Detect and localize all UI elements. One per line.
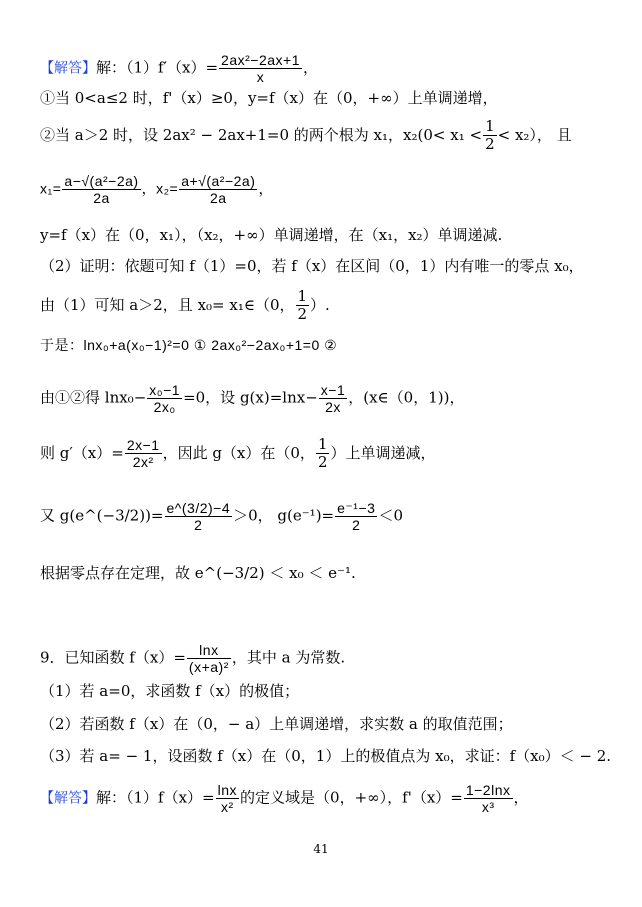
fraction: $\frac{\ln x}{\text{x²}}$	[217, 782, 238, 816]
problem-9-answer-line: 【解答】解：（1）f（x）= $\frac{\ln x}{\text{x²}}$ 的定义域是（0，+∞），f'（x）= $\frac{1-2\ln x}{\text{x³}}$ ，	[40, 782, 529, 816]
problem-9-part2: （2）若函数 f（x）在（0，− a）上单调递增，求实数 a 的取值范围；	[40, 715, 513, 733]
problem-9-part3: （3）若 a= − 1，设函数 f（x）在（0，1）上的极值点为 x₀，求证：f（x₀）＜ − 2.	[40, 747, 612, 765]
answer-tag: 【解答】	[40, 790, 96, 807]
answer-tag: 【解答】	[40, 60, 96, 77]
text: 解：（1）f′（x）=	[96, 58, 219, 77]
fraction: $\frac{1-2\ln x}{\text{x³}}$	[465, 782, 511, 816]
fraction: $\frac{\text{2ax²−2ax+1}}{x}$	[221, 52, 300, 86]
fraction: $\frac{1}{2}$	[317, 435, 328, 472]
fraction: $\frac{\text{a+√(a²−2a)}}{2a}$	[181, 173, 256, 207]
problem-9-part1: （1）若 a=0，求函数 f（x）的极值；	[40, 682, 300, 700]
fraction: $\frac{1}{2}$	[485, 117, 495, 154]
fraction: $\frac{2x-1}{\text{2x²}}$	[126, 437, 160, 471]
fraction: $\frac{\text{e⁻¹−3}}{2}$	[337, 500, 376, 534]
problem-9-statement: 9．已知函数 f（x）= $\frac{\ln x}{\text{(x+a)²}}$ ，其中 a 为常数.	[40, 642, 346, 676]
fraction: $\frac{\text{a−√(a²−2a)}}{2a}$	[64, 173, 139, 207]
g-definition-line: 由①②得 lnx₀− $\frac{\text{x₀−1}}{\text{2x₀}}$ =0，设 g(x)=lnx− $\frac{x-1}{2x}$ ，(x∈（0，1))，	[40, 382, 465, 416]
fraction: $\frac{\ln x}{\text{(x+a)²}}$	[188, 642, 229, 676]
g-derivative-line: 则 g′（x）= $\frac{2x-1}{\text{2x²}}$ ，因此 g（x）在（0， $\frac{1}{2}$ ）上单调递减，	[40, 435, 436, 472]
fraction: $\frac{\text{x₀−1}}{\text{2x₀}}$	[149, 382, 181, 416]
page-number: 41	[313, 842, 329, 856]
g-values-line: 又 g(e^(−3/2))= $\frac{e\^{}(3/2)-4}{2}$ ＞0， g(e⁻¹)= $\frac{\text{e⁻¹−3}}{2}$ ＜0	[40, 500, 403, 534]
zero-point-line: 由（1）可知 a＞2，且 x₀= x₁∈（0， $\frac{1}{2}$ ）.	[40, 287, 330, 324]
fraction: $\frac{x-1}{2x}$	[320, 382, 346, 416]
answer-line-derivative: 【解答】解：（1）f′（x）= $\frac{\text{2ax²−2ax+1}}{x}$ ，	[40, 52, 318, 86]
conclusion-line: 根据零点存在定理，故 e^(−3/2) ＜ x₀ ＜ e⁻¹.	[40, 564, 356, 582]
proof-intro-line: （2）证明：依题可知 f（1）=0，若 f（x）在区间（0，1）内有唯一的零点 x₀，	[40, 257, 584, 275]
monotonic-line: y=f（x）在（0，x₁），（x₂，+∞）单调递增，在（x₁，x₂）单调递减.	[40, 226, 503, 244]
fraction: $\frac{e\^{}(3/2)-4}{2}$	[166, 500, 231, 534]
fraction: $\frac{1}{2}$	[297, 287, 308, 324]
roots-line: x₁= $\frac{\text{a−√(a²−2a)}}{2a}$ ，x₂= $\frac{\text{a+√(a²−2a)}}{2a}$ ，	[40, 173, 274, 207]
case-two-line: ②当 a＞2 时，设 2ax² − 2ax+1=0 的两个根为 x₁，x₂(0< x₁ < $\frac{1}{2}$ < x₂）， 且	[40, 117, 572, 154]
case-one-line: ①当 0<a≤2 时，f'（x）≥0，y=f（x）在（0，+∞）上单调递增，	[40, 89, 498, 107]
equations-line: 于是：lnx₀+a(x₀−1)²=0 ① 2ax₀²−2ax₀+1=0 ②	[40, 337, 338, 353]
